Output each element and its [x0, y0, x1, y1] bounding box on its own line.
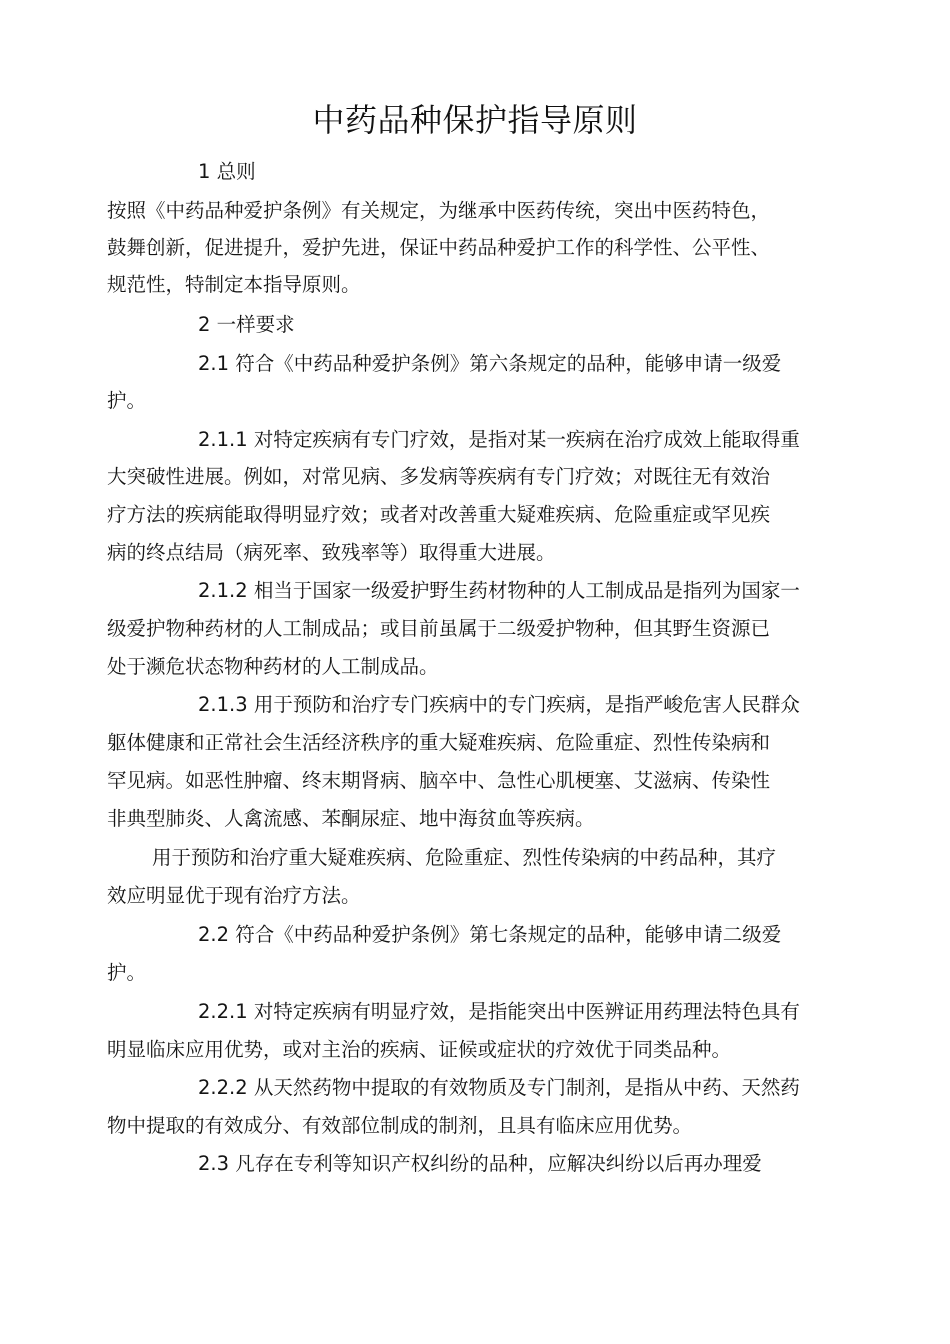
paragraph-line: 2.2.1 对特定疾病有明显疗效，是指能突出中医辨证用药理法特色具有	[198, 1000, 800, 1023]
paragraph-line: 护。	[107, 389, 147, 412]
paragraph-line: 鼓舞创新，促进提升，爱护先进，保证中药品种爱护工作的科学性、公平性、	[107, 236, 771, 259]
paragraph-line: 大突破性进展。例如，对常见病、多发病等疾病有专门疗效；对既往无有效治	[107, 465, 771, 488]
paragraph-line: 规范性，特制定本指导原则。	[107, 273, 361, 296]
paragraph-line: 病的终点结局（病死率、致残率等）取得重大进展。	[107, 541, 556, 564]
section-heading: 1 总则	[198, 160, 256, 183]
document-title: 中药品种保护指导原则	[312, 101, 638, 139]
paragraph-line: 疗方法的疾病能取得明显疗效；或者对改善重大疑难疾病、危险重症或罕见疾	[107, 503, 771, 526]
paragraph-line: 2.2 符合《中药品种爱护条例》第七条规定的品种，能够申请二级爱	[198, 923, 782, 946]
paragraph-line: 护。	[107, 961, 147, 984]
paragraph-line: 用于预防和治疗重大疑难疾病、危险重症、烈性传染病的中药品种，其疗	[152, 846, 777, 869]
paragraph-line: 按照《中药品种爱护条例》有关规定，为继承中医药传统，突出中医药特色，	[107, 199, 771, 222]
paragraph-line: 处于濒危状态物种药材的人工制成品。	[107, 655, 439, 678]
paragraph-line: 物中提取的有效成分、有效部位制成的制剂，且具有临床应用优势。	[107, 1114, 693, 1137]
paragraph-line: 2.3 凡存在专利等知识产权纠纷的品种，应解决纠纷以后再办理爱	[198, 1152, 762, 1175]
paragraph-line: 级爱护物种药材的人工制成品；或目前虽属于二级爱护物种，但其野生资源已	[107, 617, 771, 640]
paragraph-line: 罕见病。如恶性肿瘤、终末期肾病、脑卒中、急性心肌梗塞、艾滋病、传染性	[107, 769, 771, 792]
paragraph-line: 2.1 符合《中药品种爱护条例》第六条规定的品种，能够申请一级爱	[198, 352, 782, 375]
paragraph-line: 2.2.2 从天然药物中提取的有效物质及专门制剂，是指从中药、天然药	[198, 1076, 800, 1099]
paragraph-line: 2.1.3 用于预防和治疗专门疾病中的专门疾病，是指严峻危害人民群众	[198, 693, 800, 716]
section-heading: 2 一样要求	[198, 313, 295, 336]
paragraph-line: 2.1.1 对特定疾病有专门疗效，是指对某一疾病在治疗成效上能取得重	[198, 428, 800, 451]
paragraph-line: 躯体健康和正常社会生活经济秩序的重大疑难疾病、危险重症、烈性传染病和	[107, 731, 771, 754]
paragraph-line: 2.1.2 相当于国家一级爱护野生药材物种的人工制成品是指列为国家一	[198, 579, 800, 602]
paragraph-line: 非典型肺炎、人禽流感、苯酮尿症、地中海贫血等疾病。	[107, 807, 595, 830]
paragraph-line: 明显临床应用优势，或对主治的疾病、证候或症状的疗效优于同类品种。	[107, 1038, 732, 1061]
paragraph-line: 效应明显优于现有治疗方法。	[107, 884, 361, 907]
